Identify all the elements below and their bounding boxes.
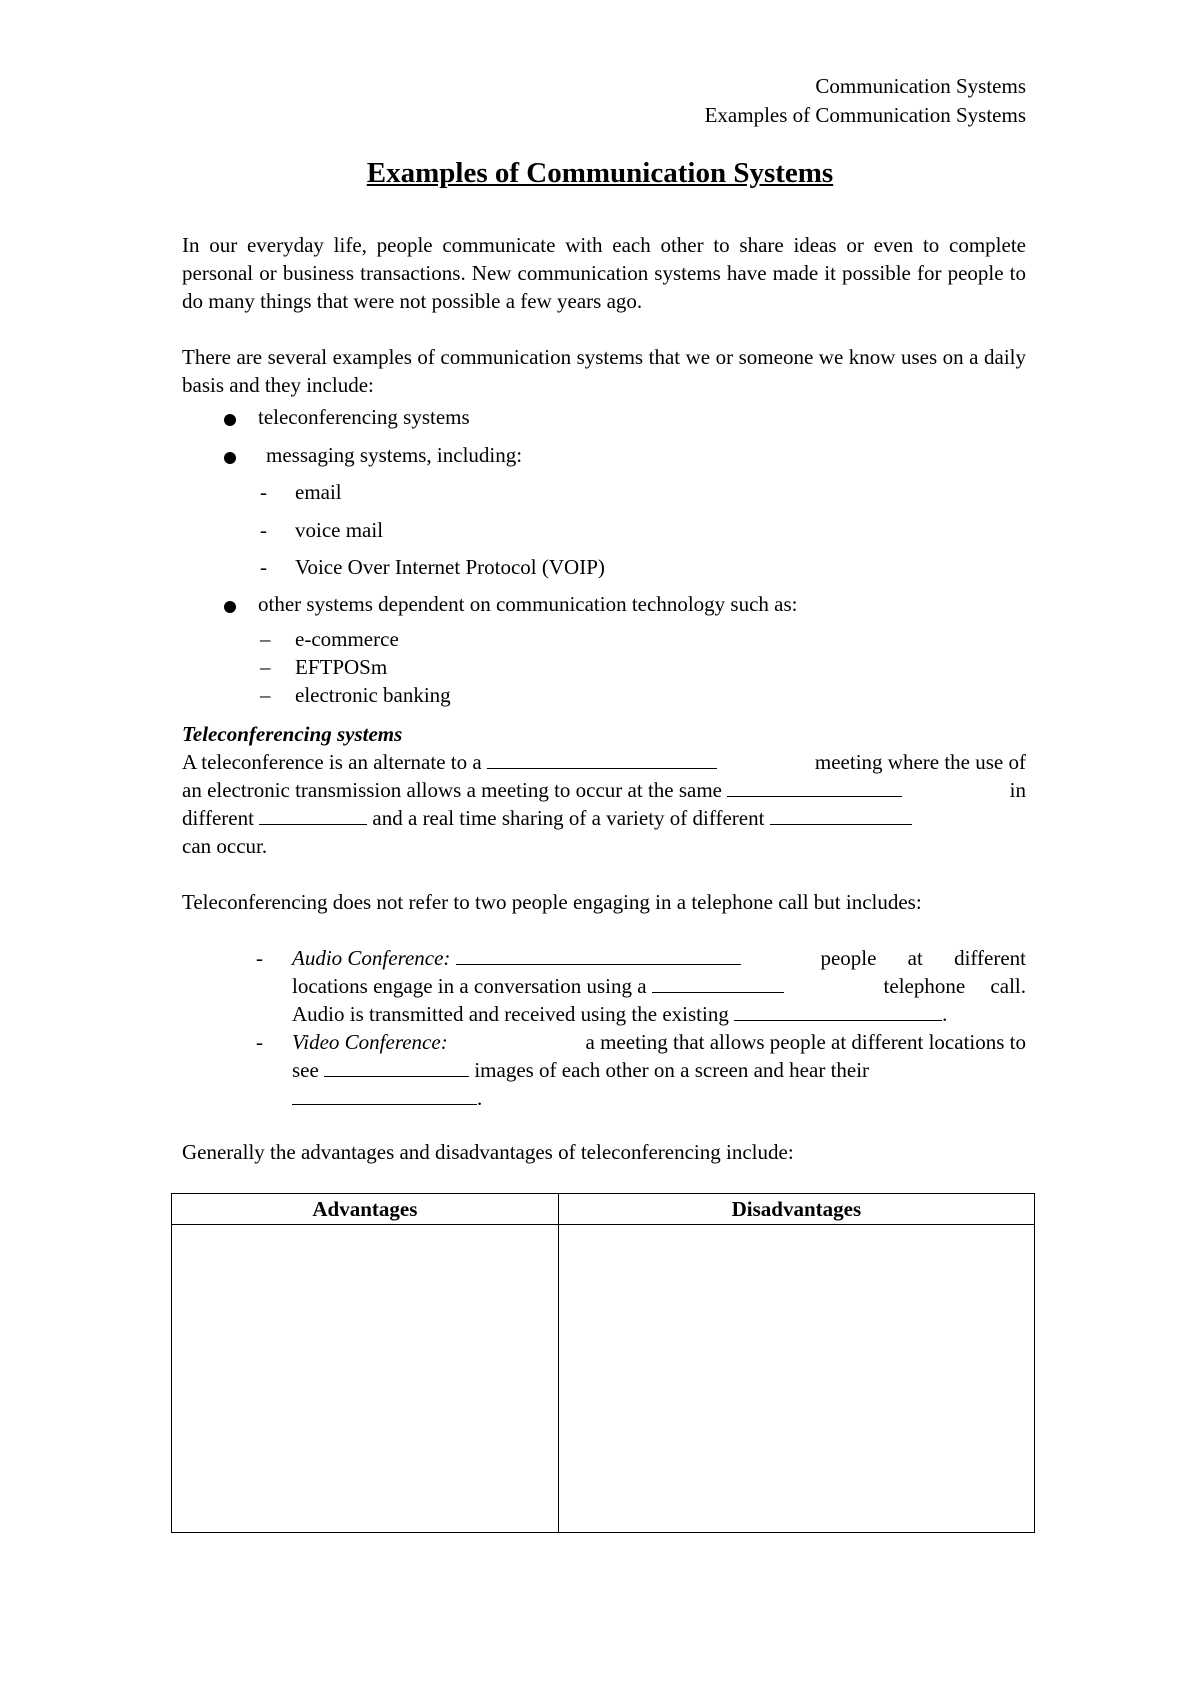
- header-line-1: Communication Systems: [815, 74, 1026, 98]
- tele-text: meeting where the use of: [814, 750, 1026, 774]
- page-header: [705, 72, 1026, 130]
- fill-in-blank[interactable]: [324, 1056, 469, 1077]
- audio-text: locations engage in a conversation using a: [292, 974, 647, 998]
- video-label: Video Conference:: [292, 1030, 448, 1054]
- audio-text: telephone call.: [883, 974, 1026, 998]
- tele-text: and a real time sharing of a variety of different: [372, 806, 765, 830]
- fill-in-blank[interactable]: [727, 776, 902, 797]
- tele-line-3: [182, 804, 1026, 832]
- audio-text: people at different: [820, 946, 1026, 970]
- generally-paragraph: Generally the advantages and disadvantages of teleconferencing include:: [182, 1140, 794, 1164]
- advantages-header: Advantages: [172, 1194, 559, 1225]
- tele-text: in: [1009, 778, 1026, 802]
- sub-item-ecommerce: e-commerce: [295, 627, 399, 651]
- tele-line-2: [182, 776, 1026, 804]
- disadvantages-header: Disadvantages: [558, 1194, 1034, 1225]
- bullet-icon: [224, 452, 236, 464]
- video-text: see: [292, 1058, 319, 1082]
- sub-item-voice-mail: voice mail: [295, 518, 384, 542]
- dash-marker: -: [260, 555, 267, 579]
- audio-line-3: [292, 1000, 1026, 1028]
- intro-paragraph-2: There are several examples of communication systems that we or someone we know uses on a daily basis and they include:: [182, 345, 1026, 397]
- video-line-3: [292, 1084, 1026, 1112]
- header-line-2: Examples of Communication Systems: [704, 103, 1026, 127]
- video-line-1: [292, 1028, 1026, 1056]
- intro-paragraph-1: In our everyday life, people communicate with each other to share ideas or even to complete personal or business transactions. New communication systems have made it possible for people to do many things that were not possible a few years ago.: [182, 233, 1026, 313]
- fill-in-blank[interactable]: [734, 1000, 942, 1021]
- dash-marker: -: [260, 518, 267, 542]
- endash-marker: –: [260, 655, 271, 679]
- endash-marker: –: [260, 683, 271, 707]
- endash-marker: –: [260, 627, 271, 651]
- period: .: [477, 1086, 483, 1110]
- bullet-icon: [224, 414, 236, 426]
- fill-in-blank[interactable]: [456, 944, 741, 965]
- fill-in-blank[interactable]: [259, 804, 367, 825]
- audio-label: Audio Conference:: [292, 946, 451, 970]
- audio-line-2: [292, 972, 1026, 1000]
- disadvantages-cell[interactable]: [558, 1225, 1034, 1533]
- video-text: a meeting that allows people at different locations to: [585, 1030, 1026, 1054]
- video-text: images of each other on a screen and hear their: [474, 1058, 870, 1082]
- dash-marker: -: [260, 480, 267, 504]
- dash-marker: -: [256, 1030, 263, 1054]
- audio-line-1: [292, 944, 1026, 972]
- fill-in-blank[interactable]: [487, 748, 717, 769]
- sub-item-banking: electronic banking: [295, 683, 451, 707]
- dash-marker: -: [256, 946, 263, 970]
- tele-text: different: [182, 806, 254, 830]
- sub-item-eftpos: EFTPOSm: [295, 655, 388, 679]
- bullet-icon: [224, 601, 236, 613]
- fill-in-blank[interactable]: [652, 972, 784, 993]
- tele-line-1: [182, 748, 1026, 776]
- page-title: Examples of Communication Systems: [366, 157, 834, 189]
- advantages-cell[interactable]: [172, 1225, 559, 1533]
- tele-paragraph-2: Teleconferencing does not refer to two people engaging in a telephone call but includes:: [182, 890, 922, 914]
- advantages-table: [171, 1193, 1035, 1533]
- video-line-2: [292, 1056, 1026, 1084]
- sub-item-voip: Voice Over Internet Protocol (VOIP): [295, 555, 605, 579]
- period: .: [942, 1002, 948, 1026]
- tele-text: an electronic transmission allows a meeting to occur at the same: [182, 778, 722, 802]
- bullet-teleconferencing: teleconferencing systems: [258, 405, 470, 429]
- fill-in-blank[interactable]: [770, 804, 912, 825]
- sub-item-email: email: [295, 480, 342, 504]
- tele-text: A teleconference is an alternate to a: [182, 750, 482, 774]
- bullet-messaging: messaging systems, including:: [266, 443, 523, 467]
- section-heading-teleconferencing: Teleconferencing systems: [182, 722, 403, 746]
- audio-text: Audio is transmitted and received using the existing: [292, 1002, 729, 1026]
- fill-in-blank[interactable]: [292, 1084, 477, 1105]
- tele-line-4: can occur.: [182, 834, 268, 858]
- bullet-other-systems: other systems dependent on communication technology such as:: [258, 592, 798, 616]
